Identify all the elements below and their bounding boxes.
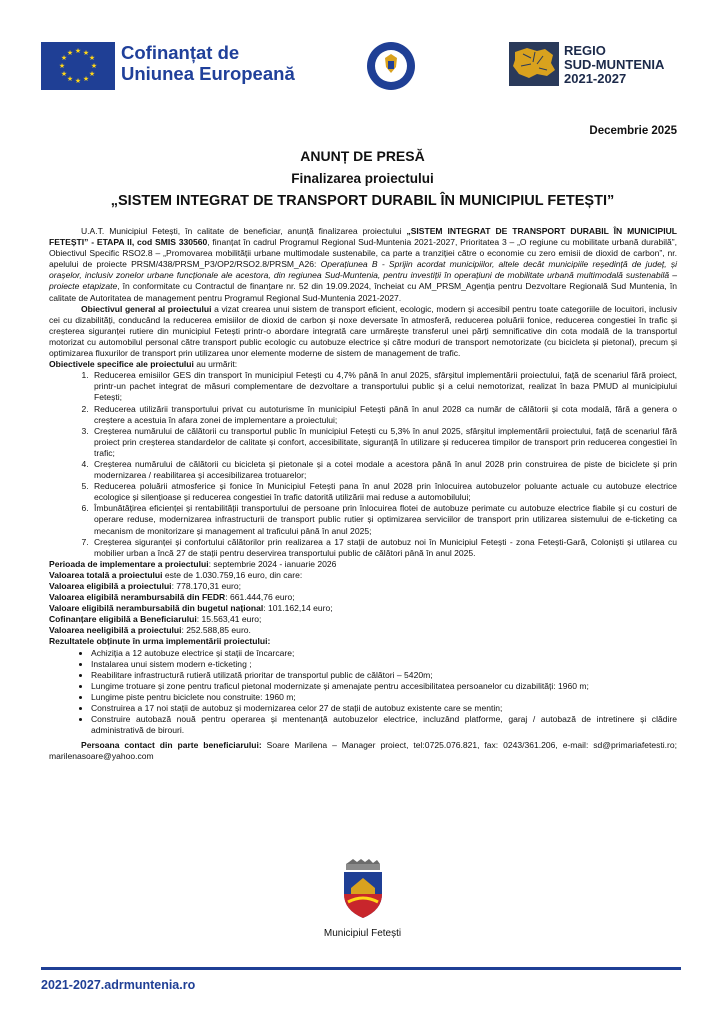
footer-divider [41, 967, 681, 970]
fact-fedr-value [49, 592, 677, 603]
fact-value: : 661.444,76 euro; [225, 592, 295, 603]
press-release-title: ANUNȚ DE PRESĂ [300, 148, 425, 164]
fact-eligible-value [49, 581, 677, 592]
svg-text:★: ★ [82, 75, 90, 83]
specific-objectives-list [49, 370, 677, 559]
list-item: 1. Reducerea emisiilor GES din transport în municipiul Fetești cu 4,7% până în anul 2025, sfârșitul implementării proiectului, față de scenariul fără proiect, printr-un pachet integrat de măsuri complementare de dezvoltare a transportului public și a celui nemotorizat, realizat în baza PMUD al municipiului Fetești; [91, 370, 677, 403]
svg-text:★: ★ [66, 49, 74, 57]
fact-ineligible-value [49, 625, 677, 636]
list-item: • Lungime trotuare și zone pentru traficul pietonal modernizate și amenajate pentru accesibilitatea persoanelor cu dizabilități: 1960 m; [91, 681, 677, 692]
list-item: 2. Reducerea utilizării transportului privat cu autoturisme în municipiul Fetești până în anul 2028 ca număr de călătorii și cota modală, fără a genera o creștere a acestuia în afara zonei de implementare a proiectului; [91, 404, 677, 426]
list-item: 7. Creșterea siguranței și confortului călătorilor prin realizarea a 17 stații de autobuz noi în Municipiul Fetești - zona Fetești-Gară, Coloniști și utilarea cu mobilier urban a încă 27 de stații pentru deservirea transportului public de călători până în anul 2025. [91, 537, 677, 559]
intro-operation: Operațiunea B - Sprijin acordat municipiilor, altele decât municipiile reședință de județ, și orașelor, inclusiv zonelor urbane funcționale ale acestora, din regiunea Sud-Muntenia, pentru investiții în operațiuni de mobilitate urbană multimodală sustenabilă – proiecte etapizate [49, 259, 677, 292]
fact-value: : 101.162,14 euro; [263, 603, 333, 614]
specific-objectives-suffix: au urmărit: [193, 359, 238, 370]
list-item: 6. Îmbunătățirea eficienței și rentabilității transportului de persoane prin înlocuirea flotei de autobuze perimate cu autobuze electrice fiabile și cu costuri de operare reduse, modernizarea infrastructurii de transport public rutier și optimizarea serviciilor de transport prin utilizarea sistemului de e-ticketing ca mecanism de monitorizare și management al traficului până în anul 2025; [91, 503, 677, 536]
list-item: • Reabilitare infrastructură rutieră utilizată prioritar de transportul public de călători – 5420m; [91, 670, 677, 681]
fact-label: Valoarea totală a proiectului [49, 569, 163, 580]
general-objective-paragraph [49, 304, 677, 359]
general-objective-text: a vizat crearea unui sistem de transport eficient, ecologic, modern și accesibil pentru toate categoriile de locuitori, inclusiv cei cu dizabilități, conducând la reducerea emisiilor de dioxid de carbon și noxe deversate în atmosferă, reducerea poluării fonice, reducerea congestiei în trafic și creșterea siguranței rutiere din municipiul Fetești printr-o abordare integrată care urmărește transferul unei părți semnificative din cota modală de la transportul motorizat cu automobilul personal către transport public ecologic cu autobuze electrice și către moduri de transport nemotorizate (cu bicicleta și pietonal), precum și optimizarea fluxurilor de transport prin utilizarea unor elemente moderne de sistem de management de trafic. [49, 303, 677, 359]
intro-text-c: , finanțat în cadrul Programul Regional Sud-Muntenia 2021-2027, Prioritatea 3 – „O regiune cu mobilitate urbană durabilă”, Obiectivul Specific RSO2.8 – „Promovarea mobilității urbane multimodale sustenabile, ca parte a tranziției către o economie cu zero emisii de dioxid de carbon”, nr. apelului de proiecte PRSM/438/PRSM_P3/OP2/RSO2.8/PRSM_A26: [49, 237, 677, 270]
municipality-caption: Municipiul Fetești [323, 928, 402, 939]
list-item: • Instalarea unui sistem modern e-ticketing ; [91, 659, 677, 670]
svg-text:★: ★ [88, 54, 96, 62]
fact-value: este de 1.030.759,16 euro, din care: [162, 569, 303, 580]
list-item: 4. Creșterea numărului de călătorii cu bicicleta și pietonale și a cotei modale a acestora până în anul 2028 prin construirea de piste de biciclete și prin modernizarea / reabilitarea și accesibilizarea trotuarelor; [91, 459, 677, 481]
specific-objectives-label: Obiectivele specifice ale proiectului [49, 359, 194, 370]
footer-website-link[interactable]: 2021-2027.adrmuntenia.ro [41, 978, 196, 992]
fact-label: Valoarea eligibilă nerambursabilă din FEDR [49, 592, 226, 603]
contact-text[interactable]: Soare Marilena – Manager proiect, tel:0725.076.821, fax: 0243/361.206, e-mail: sd@primariafetesti.ro; marilenasoare@yahoo.com [49, 740, 677, 762]
regio-map-icon [509, 42, 559, 86]
fact-label: Valoarea eligibilă a proiectului [49, 581, 172, 591]
eu-cofinance-text [121, 42, 295, 84]
eu-line1: Cofinanțat de [121, 42, 240, 63]
list-item: 5. Reducerea poluării atmosferice și fonice în Municipiul Fetești pana în anul 2028 prin înlocuirea autobuzelor poluante actuale cu autobuze electrice ecologice și silențioase și reducerea congestiei în trafic datorită utilizării mai reduse a automobilului; [91, 481, 677, 503]
svg-text:★: ★ [66, 75, 74, 83]
municipality-crest-icon [338, 858, 388, 920]
fact-value: : septembrie 2024 - ianuarie 2026 [208, 558, 337, 569]
general-objective-label: Obiectivul general al proiectului [81, 303, 212, 314]
header [0, 38, 725, 98]
list-item: • Construire autobază nouă pentru operarea și mentenanță autobuzelor electrice, incluzând platforme, garaj / autobază de intretinere și clădire administrativă de birouri. [91, 714, 677, 736]
intro-project-name: „SISTEM INTEGRAT DE TRANSPORT DURABIL ÎN MUNICIPIUL FETEȘTI” - ETAPA II, cod SMIS 330560 [49, 226, 677, 248]
document-date: Decembrie 2025 [589, 125, 677, 137]
fact-national-budget-value [49, 603, 677, 614]
svg-text:★: ★ [88, 70, 96, 78]
fact-label: Cofinanțare eligibilă a Beneficiarului [49, 614, 197, 625]
regio-line3: 2021-2027 [564, 71, 627, 86]
intro-text-e: , în conformitate cu Contractul de finanțare nr. 52 din 19.09.2024, încheiat cu AM_PRSM_Agenția pentru Dezvoltare Regională Sud Muntenia, în calitate de Autoritatea de management pentru Programul Regional Sud-Muntenia 2021-2027. [49, 281, 677, 303]
fact-label: Valoare eligibilă nerambursabilă din bugetul național [49, 603, 264, 614]
list-item: 3. Creșterea numărului de călătorii cu transportul public în municipiul Fetești cu 5,3% în anul 2025, sfârșitul implementării proiectului, față de scenariul fără proiect prin creșterea standardelor de calitate și confort, accesibilitate, siguranță în utilizare și reducerea timpilor de transport prin reducerea congestiei în trafic; [91, 426, 677, 459]
government-seal-icon [366, 41, 416, 91]
fact-value: : 15.563,41 euro; [196, 614, 262, 625]
intro-text-a: U.A.T. Municipiul Fetești, în calitate de beneficiar, anunță finalizarea proiectului [81, 226, 407, 236]
svg-text:★: ★ [60, 54, 68, 62]
subtitle: Finalizarea proiectului [291, 171, 434, 186]
svg-text:★: ★ [90, 62, 98, 70]
document-body [49, 226, 677, 763]
results-list [49, 648, 677, 737]
fact-cofinancing-value [49, 614, 677, 625]
eu-line2: Uniunea Europeană [121, 63, 295, 84]
fact-value: : 252.588,85 euro. [181, 625, 251, 636]
eu-flag-icon [41, 42, 115, 90]
fact-total-value [49, 570, 677, 581]
svg-text:★: ★ [74, 47, 82, 55]
fact-label: Valoarea neeligibilă a proiectului [49, 625, 182, 636]
fact-implementation-period [49, 559, 677, 570]
svg-text:★: ★ [60, 70, 68, 78]
fact-value: : 778.170,31 euro; [171, 581, 241, 591]
regio-text [564, 44, 664, 86]
fact-label: Perioada de implementare a proiectului [49, 558, 209, 569]
list-item: • Lungime piste pentru biciclete nou construite: 1960 m; [91, 692, 677, 703]
svg-text:★: ★ [74, 77, 82, 85]
svg-text:★: ★ [58, 62, 66, 70]
regio-line1: REGIO [564, 43, 606, 58]
title-block [0, 148, 725, 209]
results-heading: Rezultatele obținute în urma implementării proiectului: [49, 636, 271, 647]
contact-label: Persoana contact din parte beneficiarului: [81, 740, 262, 751]
list-item: • Construirea a 17 noi stații de autobuz și modernizarea celor 27 de stații de autobuz existente care se mentin; [91, 703, 677, 714]
list-item: • Achiziția a 12 autobuze electrice și stații de încarcare; [91, 648, 677, 659]
contact-paragraph [49, 740, 677, 762]
regio-line2: SUD-MUNTENIA [564, 57, 665, 72]
intro-paragraph [49, 226, 677, 304]
project-title: „SISTEM INTEGRAT DE TRANSPORT DURABIL ÎN MUNICIPIUL FETEȘTI” [110, 193, 615, 209]
specific-objectives-heading [49, 359, 677, 370]
svg-text:★: ★ [82, 49, 90, 57]
